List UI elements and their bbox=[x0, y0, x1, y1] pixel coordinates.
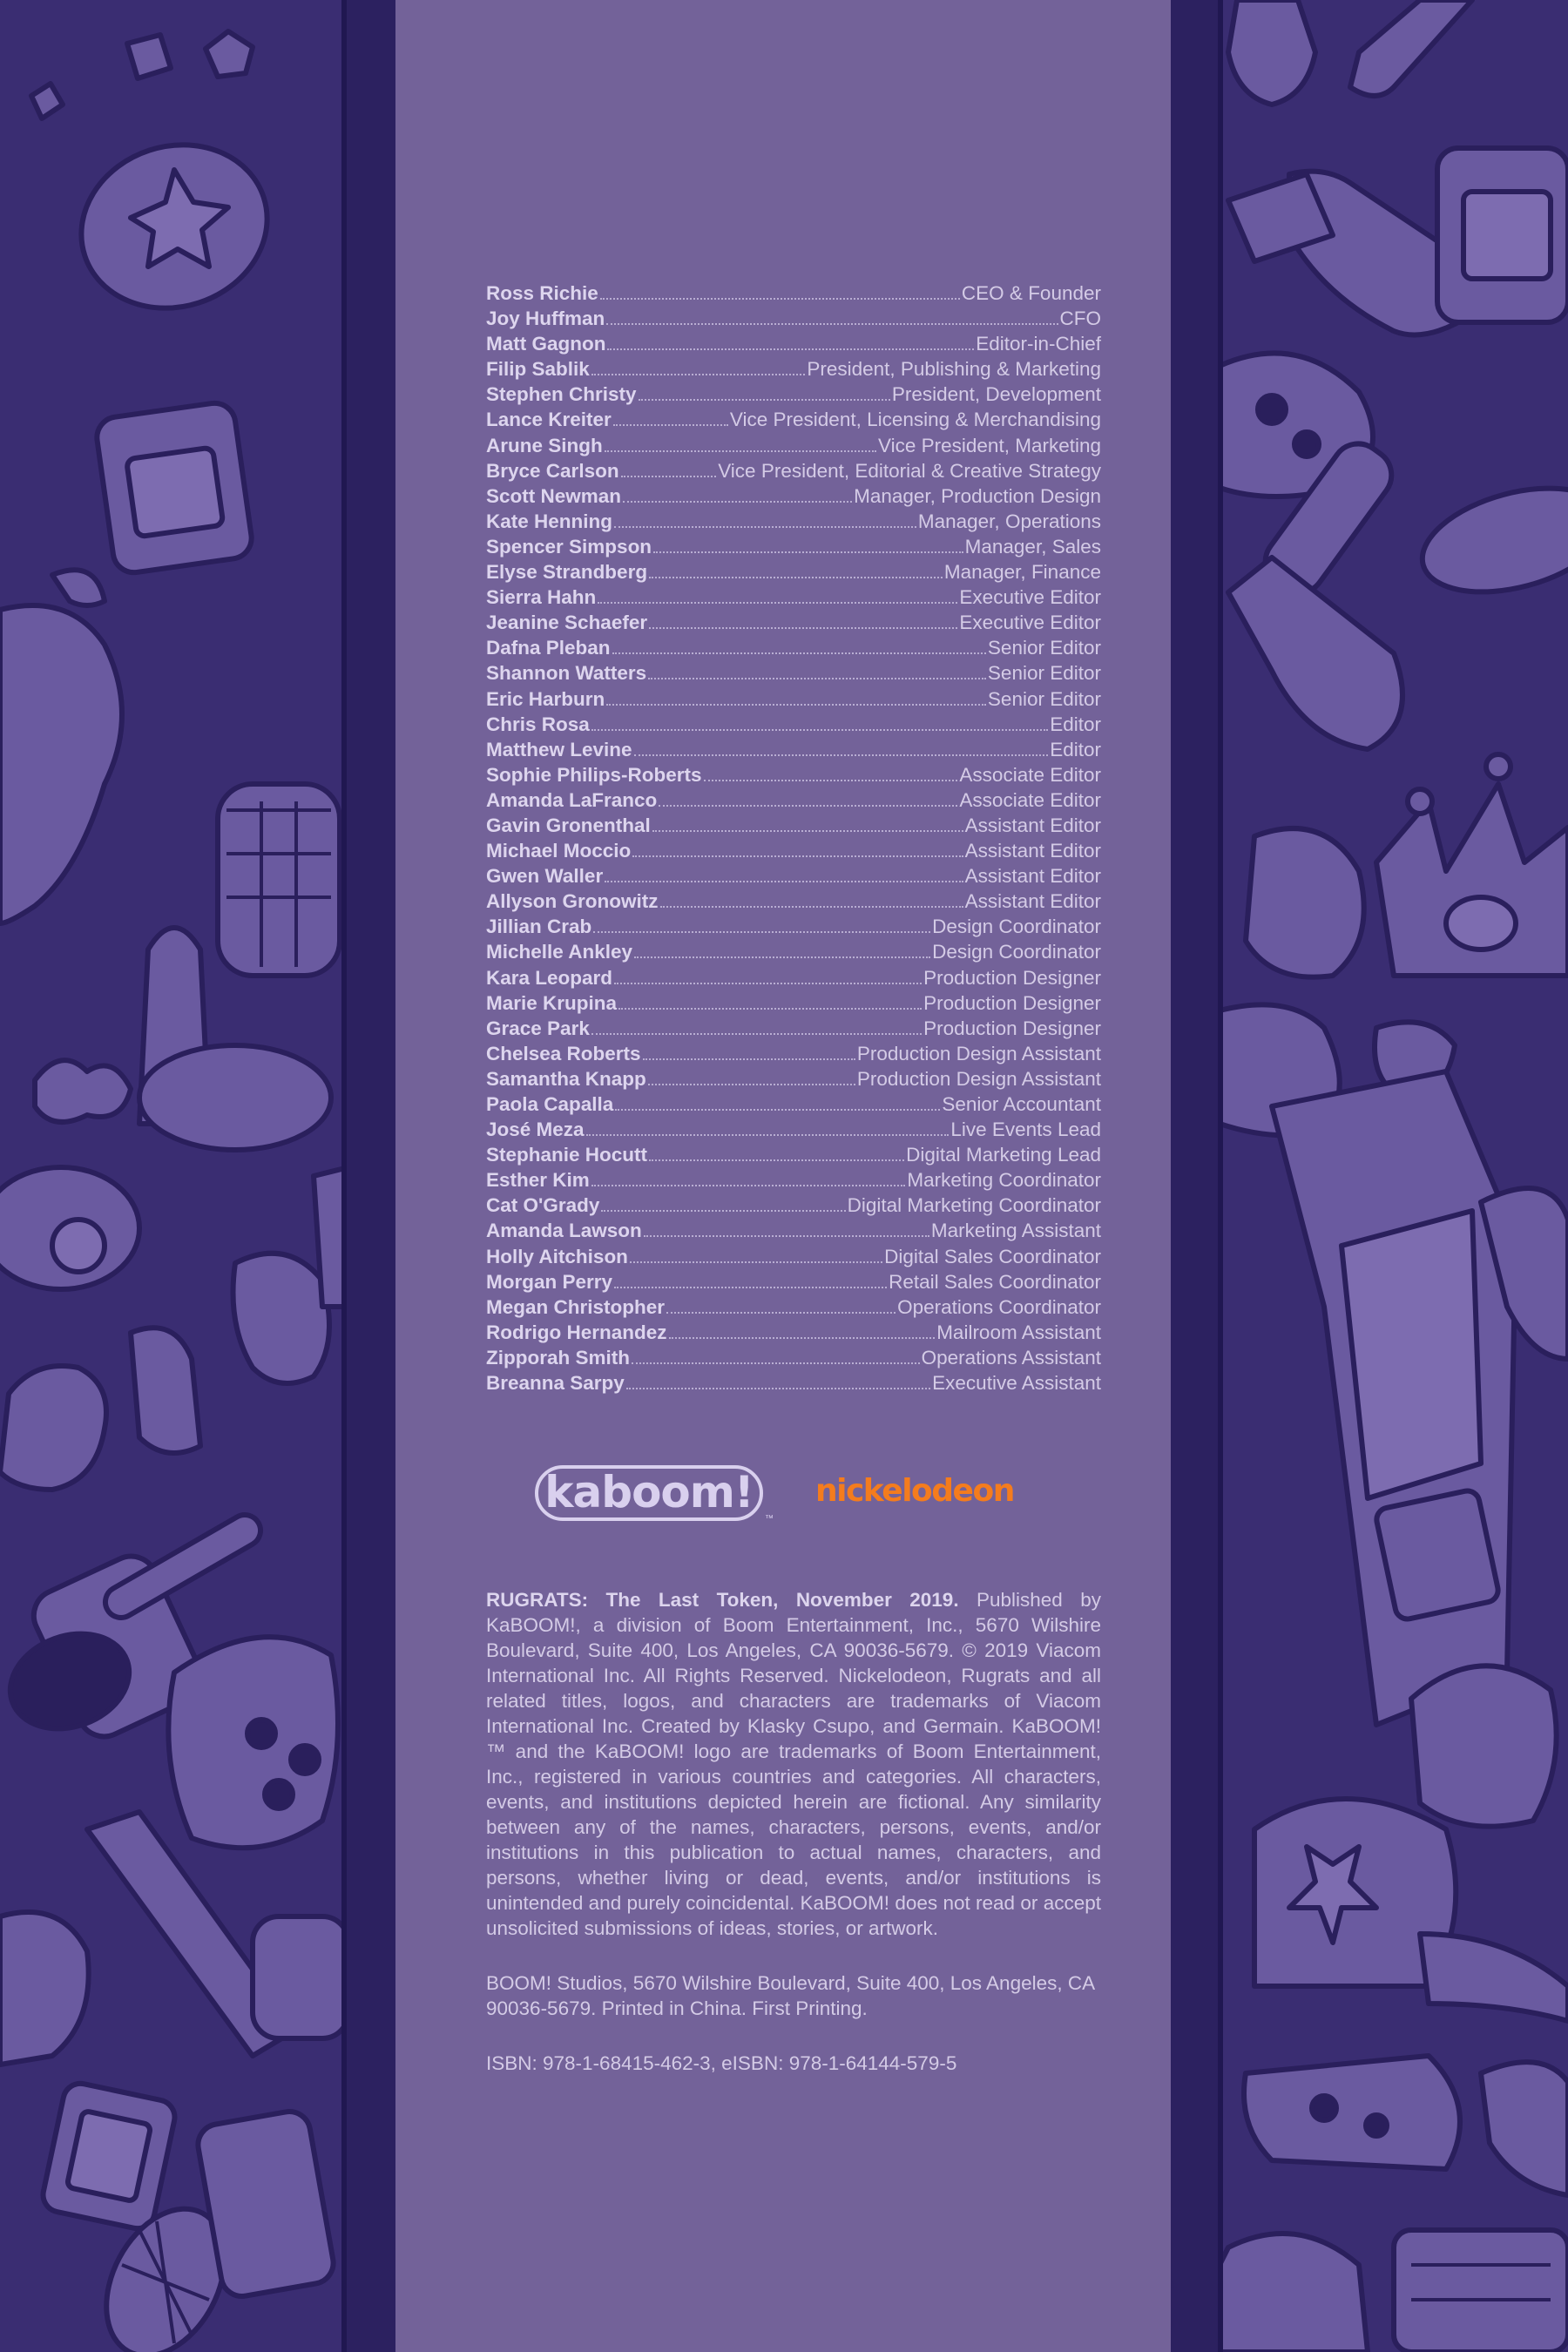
credit-name: Chris Rosa bbox=[486, 713, 590, 735]
credit-name: Megan Christopher bbox=[486, 1295, 666, 1318]
credit-name: Marie Krupina bbox=[486, 991, 618, 1014]
credit-name: Dafna Pleban bbox=[486, 637, 611, 659]
credit-name: Zipporah Smith bbox=[486, 1346, 630, 1369]
credit-row bbox=[486, 813, 1101, 838]
credit-title: Editor-in-Chief bbox=[976, 333, 1101, 355]
credit-title: Production Design Assistant bbox=[856, 1067, 1101, 1090]
credit-name: Gwen Waller bbox=[486, 865, 604, 888]
credit-name: Kate Henning bbox=[486, 510, 613, 532]
leader-dots bbox=[614, 1286, 887, 1288]
credit-name: Scott Newman bbox=[486, 484, 622, 507]
leader-dots bbox=[591, 1032, 922, 1035]
credit-row bbox=[486, 1117, 1101, 1142]
credit-name: Bryce Carlson bbox=[486, 459, 619, 482]
credit-row bbox=[486, 280, 1101, 306]
credit-row bbox=[486, 458, 1101, 483]
leader-dots bbox=[660, 905, 963, 908]
credit-title: Production Design Assistant bbox=[856, 1042, 1101, 1064]
credit-row bbox=[486, 1193, 1101, 1218]
credit-title: Production Designer bbox=[923, 966, 1101, 989]
credit-name: Joy Huffman bbox=[486, 308, 605, 330]
credit-row bbox=[486, 712, 1101, 737]
credit-name: Rodrigo Hernandez bbox=[486, 1321, 667, 1343]
leader-dots bbox=[614, 525, 916, 528]
doodle-art-right bbox=[1220, 0, 1568, 2352]
left-rail bbox=[341, 0, 395, 2352]
credit-name: Stephanie Hocutt bbox=[486, 1144, 648, 1166]
credit-name: Allyson Gronowitz bbox=[486, 890, 659, 913]
credit-row bbox=[486, 1041, 1101, 1066]
leader-dots bbox=[591, 373, 806, 375]
leader-dots bbox=[626, 1387, 930, 1389]
credit-name: Ross Richie bbox=[486, 282, 598, 304]
credit-title: Assistant Editor bbox=[964, 840, 1101, 862]
credit-row bbox=[486, 1244, 1101, 1269]
kaboom-logo: kaboom! bbox=[535, 1465, 763, 1521]
leader-dots bbox=[704, 779, 958, 781]
credit-title: President, Development bbox=[891, 383, 1101, 406]
credit-title: Executive Editor bbox=[959, 586, 1101, 609]
credit-row bbox=[486, 965, 1101, 990]
credit-title: Live Events Lead bbox=[950, 1119, 1101, 1141]
leader-dots bbox=[601, 1209, 845, 1212]
leader-dots bbox=[605, 449, 876, 452]
credit-name: Paola Capalla bbox=[486, 1093, 614, 1115]
credit-row bbox=[486, 407, 1101, 432]
right-rail bbox=[1171, 0, 1223, 2352]
credit-row bbox=[486, 509, 1101, 534]
kaboom-trademark: ™ bbox=[765, 1514, 774, 1524]
credit-title: Manager, Operations bbox=[917, 510, 1101, 532]
isbn-line: ISBN: 978-1-68415-462-3, eISBN: 978-1-64144-579-5 bbox=[486, 2052, 957, 2074]
credit-name: Matt Gagnon bbox=[486, 333, 606, 355]
credit-row bbox=[486, 1370, 1101, 1396]
credit-row bbox=[486, 356, 1101, 382]
credit-title: Executive Assistant bbox=[932, 1372, 1101, 1395]
credit-name: Samantha Knapp bbox=[486, 1067, 646, 1090]
legal-title: RUGRATS: The Last Token, November 2019. bbox=[486, 1589, 959, 1611]
credit-title: Vice President, Editorial & Creative Strategy bbox=[718, 459, 1101, 482]
credit-title: Production Designer bbox=[923, 1017, 1101, 1039]
credit-name: Eric Harburn bbox=[486, 687, 605, 710]
leader-dots bbox=[606, 322, 1058, 325]
credit-name: Cat O'Grady bbox=[486, 1194, 600, 1217]
leader-dots bbox=[649, 626, 957, 629]
publisher-logos bbox=[535, 1460, 1058, 1530]
leader-dots bbox=[649, 1159, 904, 1161]
credit-title: Editor bbox=[1050, 738, 1101, 760]
credit-row bbox=[486, 306, 1101, 331]
credit-title: Senior Accountant bbox=[942, 1093, 1101, 1115]
credit-title: Operations Assistant bbox=[921, 1346, 1101, 1369]
credit-title: Assistant Editor bbox=[964, 890, 1101, 913]
leader-dots bbox=[607, 348, 974, 350]
leader-dots bbox=[669, 1336, 936, 1339]
credit-title: Digital Marketing Coordinator bbox=[847, 1194, 1101, 1217]
credit-row bbox=[486, 1066, 1101, 1092]
legal-notice bbox=[486, 1587, 1101, 1941]
credit-row bbox=[486, 635, 1101, 660]
staff-credits-list bbox=[486, 280, 1101, 1396]
credit-name: Shannon Watters bbox=[486, 662, 647, 685]
leader-dots bbox=[630, 1260, 882, 1263]
leader-dots bbox=[659, 804, 957, 807]
credit-name: Stephen Christy bbox=[486, 383, 637, 406]
credit-title: Associate Editor bbox=[959, 763, 1101, 786]
leader-dots bbox=[598, 601, 957, 604]
credit-row bbox=[486, 990, 1101, 1016]
leader-dots bbox=[644, 1234, 929, 1237]
credit-name: Chelsea Roberts bbox=[486, 1042, 641, 1064]
leader-dots bbox=[643, 1058, 855, 1060]
credit-name: Sierra Hahn bbox=[486, 586, 597, 609]
credit-name: Spencer Simpson bbox=[486, 535, 652, 558]
leader-dots bbox=[649, 576, 943, 578]
credit-name: Lance Kreiter bbox=[486, 409, 612, 431]
credit-row bbox=[486, 1016, 1101, 1041]
credit-title: Digital Marketing Lead bbox=[906, 1144, 1101, 1166]
credit-title: Marketing Coordinator bbox=[907, 1169, 1101, 1192]
credit-title: Senior Editor bbox=[987, 662, 1101, 685]
leader-dots bbox=[648, 677, 986, 679]
credit-title: Production Designer bbox=[923, 991, 1101, 1014]
leader-dots bbox=[591, 728, 1048, 731]
leader-dots bbox=[666, 1311, 896, 1314]
credit-row bbox=[486, 331, 1101, 356]
credit-row bbox=[486, 559, 1101, 585]
credit-row bbox=[486, 1345, 1101, 1370]
credit-row bbox=[486, 660, 1101, 686]
credit-title: Vice President, Licensing & Merchandising bbox=[729, 409, 1101, 431]
leader-dots bbox=[652, 829, 963, 832]
credit-row bbox=[486, 889, 1101, 914]
credit-name: Esther Kim bbox=[486, 1169, 590, 1192]
leader-dots bbox=[648, 1083, 855, 1085]
credit-title: President, Publishing & Marketing bbox=[807, 358, 1101, 381]
nickelodeon-logo: nickelodeon bbox=[815, 1473, 1014, 1509]
credit-name: Holly Aitchison bbox=[486, 1245, 628, 1267]
credit-title: Marketing Assistant bbox=[930, 1220, 1101, 1242]
credit-title: Retail Sales Coordinator bbox=[889, 1270, 1101, 1293]
printing-address: BOOM! Studios, 5670 Wilshire Boulevard, Suite 400, Los Angeles, CA 90036-5679. Printed in China. First Printing. bbox=[486, 1972, 1094, 2019]
credit-row bbox=[486, 1218, 1101, 1243]
leader-dots bbox=[615, 1108, 940, 1111]
credit-title: Senior Editor bbox=[987, 687, 1101, 710]
credit-name: Jeanine Schaefer bbox=[486, 612, 648, 634]
credit-title: Manager, Sales bbox=[964, 535, 1101, 558]
right-doodle-pattern bbox=[1220, 0, 1568, 2352]
credit-row bbox=[486, 686, 1101, 712]
credits-panel bbox=[395, 0, 1171, 2352]
credit-name: José Meza bbox=[486, 1119, 585, 1141]
leader-dots bbox=[634, 754, 1049, 756]
right-rail-edge bbox=[1218, 0, 1223, 2352]
credit-name: Arune Singh bbox=[486, 434, 603, 456]
credit-row bbox=[486, 762, 1101, 787]
credit-name: Michael Moccio bbox=[486, 840, 632, 862]
legal-body: Published by KaBOOM!, a division of Boom Entertainment, Inc., 5670 Wilshire Boulevard, Suite 400, Los Angeles, CA 90036-5679. © 2019 Viacom International Inc. All Rights Reserved. Nickelodeon, Rugrats and all related titles, logos, and characters are trademarks of Viacom International Inc. Created by Klasky Csupo, and Germain. KaBOOM!™ and the KaBOOM! logo are trademarks of Boom Entertainment, Inc., registered in various countries and categories. All characters, events, and institutions depicted herein are fictional. Any similarity between any of the names, characters, persons, events, and/or institutions in this publication to actual names, characters, and persons, whether living or dead, events, and/or institutions is unintended and purely coincidental. KaBOOM! does not read or accept unsolicited submissions of ideas, stories, or artwork. bbox=[486, 1589, 1101, 1939]
credit-row bbox=[486, 737, 1101, 762]
credit-row bbox=[486, 382, 1101, 407]
credit-title: Design Coordinator bbox=[932, 916, 1101, 938]
credit-title: Assistant Editor bbox=[964, 814, 1101, 836]
left-doodle-pattern bbox=[0, 0, 348, 2352]
credit-row bbox=[486, 1294, 1101, 1320]
credit-title: Mailroom Assistant bbox=[936, 1321, 1101, 1343]
credit-title: Digital Sales Coordinator bbox=[884, 1245, 1101, 1267]
doodle-art-left bbox=[0, 0, 348, 2352]
credit-row bbox=[486, 1092, 1101, 1117]
leader-dots bbox=[600, 297, 960, 300]
credit-row bbox=[486, 1269, 1101, 1294]
credit-title: Vice President, Marketing bbox=[878, 434, 1101, 456]
credit-row bbox=[486, 1142, 1101, 1167]
credit-title: Editor bbox=[1050, 713, 1101, 735]
credit-row bbox=[486, 483, 1101, 509]
credit-row bbox=[486, 787, 1101, 813]
leader-dots bbox=[591, 1184, 906, 1186]
leader-dots bbox=[605, 880, 963, 882]
credit-name: Gavin Gronenthal bbox=[486, 814, 651, 836]
credit-row bbox=[486, 838, 1101, 863]
left-rail-edge bbox=[341, 0, 347, 2352]
leader-dots bbox=[623, 500, 852, 503]
credit-title: CEO & Founder bbox=[961, 282, 1101, 304]
leader-dots bbox=[614, 982, 922, 984]
credit-name: Michelle Ankley bbox=[486, 941, 632, 963]
credit-name: Matthew Levine bbox=[486, 738, 632, 760]
leader-dots bbox=[632, 855, 963, 857]
credit-name: Sophie Philips-Roberts bbox=[486, 763, 702, 786]
credit-title: Manager, Production Design bbox=[854, 484, 1101, 507]
credit-name: Amanda LaFranco bbox=[486, 788, 658, 811]
credit-title: Associate Editor bbox=[959, 788, 1101, 811]
credit-name: Kara Leopard bbox=[486, 966, 613, 989]
credit-row bbox=[486, 433, 1101, 458]
credit-title: Manager, Finance bbox=[943, 561, 1101, 584]
leader-dots bbox=[612, 652, 986, 654]
credit-row bbox=[486, 1167, 1101, 1193]
credit-title: CFO bbox=[1059, 308, 1101, 330]
leader-dots bbox=[621, 475, 717, 477]
leader-dots bbox=[613, 423, 728, 426]
credit-row bbox=[486, 914, 1101, 939]
credit-row bbox=[486, 863, 1101, 889]
credit-title: Assistant Editor bbox=[964, 865, 1101, 888]
leader-dots bbox=[653, 551, 963, 553]
credit-name: Morgan Perry bbox=[486, 1270, 613, 1293]
credit-row bbox=[486, 610, 1101, 635]
credit-name: Breanna Sarpy bbox=[486, 1372, 625, 1395]
credit-title: Executive Editor bbox=[959, 612, 1101, 634]
credit-title: Senior Editor bbox=[987, 637, 1101, 659]
credit-row bbox=[486, 1320, 1101, 1345]
credit-row bbox=[486, 585, 1101, 610]
credit-name: Elyse Strandberg bbox=[486, 561, 648, 584]
credit-row bbox=[486, 939, 1101, 964]
leader-dots bbox=[593, 930, 930, 933]
credit-title: Design Coordinator bbox=[932, 941, 1101, 963]
leader-dots bbox=[634, 956, 930, 958]
leader-dots bbox=[606, 703, 986, 706]
leader-dots bbox=[618, 1007, 922, 1010]
credit-name: Amanda Lawson bbox=[486, 1220, 642, 1242]
credit-title: Operations Coordinator bbox=[897, 1295, 1101, 1318]
credit-row bbox=[486, 534, 1101, 559]
credit-name: Grace Park bbox=[486, 1017, 590, 1039]
leader-dots bbox=[632, 1362, 920, 1364]
credit-name: Filip Sablik bbox=[486, 358, 590, 381]
leader-dots bbox=[639, 398, 890, 401]
leader-dots bbox=[586, 1133, 950, 1136]
credit-name: Jillian Crab bbox=[486, 916, 592, 938]
